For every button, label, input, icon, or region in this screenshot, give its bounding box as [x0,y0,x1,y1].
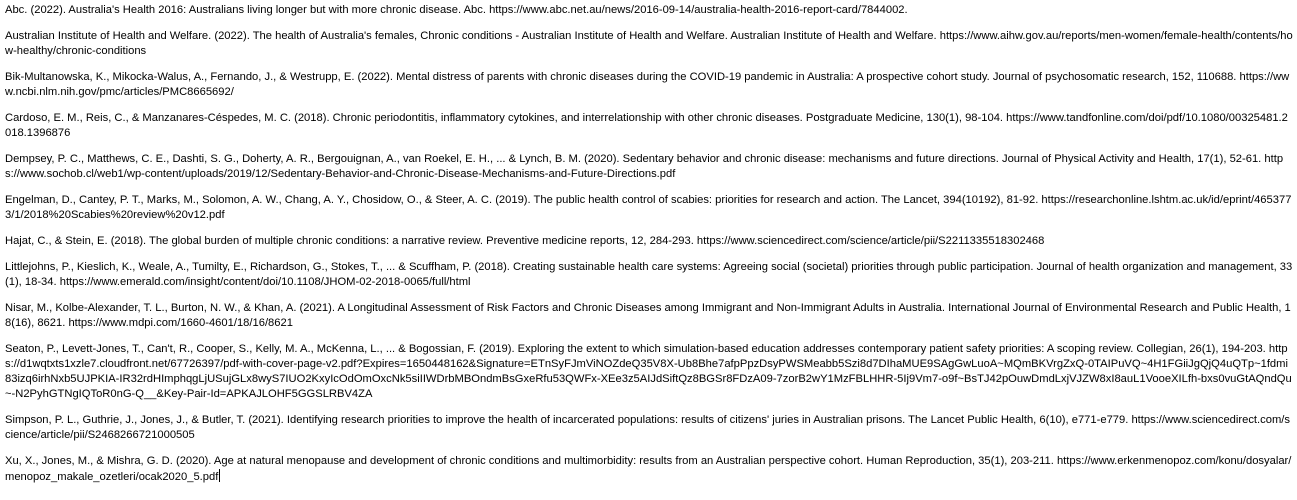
reference-entry: Littlejohns, P., Kieslich, K., Weale, A., Tumilty, E., Richardson, G., Stokes, T., ... & Scuffham, P. (2018). Creating sustainable health care systems: Agreeing social (societal) priorities through public participation. Journal of health organization and management, 33(1), 18-34. https://www.emerald.com/insight/content/doi/10.1108/JHOM-02-2018-0065/full/html [5,261,1293,288]
reference-entry: Australian Institute of Health and Welfare. (2022). The health of Australia's females, Chronic conditions - Australian Institute of Health and Welfare. Australian Institute of Health and Welfare. https://www.aihw.gov.au/reports/men-women/female-health/contents/how-healthy/chronic-conditions [5,30,1293,57]
reference-entry: Seaton, P., Levett-Jones, T., Can't, R., Cooper, S., Kelly, M. A., McKenna, L., ... & Bogossian, F. (2019). Exploring the extent to which simulation-based education addresses contemporary patient safety priorities: A scoping review. Collegian, 26(1), 194-203. https://d1wqtxts1xzle7.cloudfront.net/67726397/pdf-with-cover-page-v2.pdf?Expires=1650448162&Signature=ETnSyFJmViNOZdeQ35V8X-Ub8Bhe7afpPpzDsyPWSMeabb5Szi8d7DIhaMUE9SAgGwLuoA~MQmBKVrgZxQ-0TAIPuVQ~4H1FGiiJgQjQ4uQTp~1fdmi83izq6irhNxb5UJPKIA-IR32rdHImphqgLjUSujGLx8wyS7IUO2KxyIcOdOmOxcNk5siIIWDrbMBOndmBsGxeRfu53QWFx-XEe3z5AIJdSiftQz8BGSr8FDzA09-7zorB2wY1MzFBLHHR-5Ij9Vm7-o9f~BsTJ42pOuwDmdLxjVJZW8xI8auL1VooeXILfh-bxs0vuGtAQndQu~-N2PyhGTNgIQToR0nG-Q__&Key-Pair-Id=APKAJLOHF5GGSLRBV4ZA [5,343,1292,400]
reference-entry: Bik-Multanowska, K., Mikocka-Walus, A., Fernando, J., & Westrupp, E. (2022). Mental distress of parents with chronic diseases during the COVID-19 pandemic in Australia: A prospective cohort study. Journal of psychosomatic research, 152, 110688. https://www.ncbi.nlm.nih.gov/pmc/articles/PMC8665692/ [5,71,1290,98]
reference-entry: Engelman, D., Cantey, P. T., Marks, M., Solomon, A. W., Chang, A. Y., Chosidow, O., & Steer, A. C. (2019). The public health control of scabies: priorities for research and action. The Lancet, 394(10192), 81-92. https://researchonline.lshtm.ac.uk/id/eprint/4653773/1/2018%20Scabies%20review%20v12.pdf [5,194,1292,221]
reference-entry: Simpson, P. L., Guthrie, J., Jones, J., & Butler, T. (2021). Identifying research priorities to improve the health of incarcerated populations: results of citizens' juries in Australian prisons. The Lancet Public Health, 6(10), e771-e779. https://www.sciencedirect.com/science/article/pii/S2468266721000505 [5,414,1290,441]
reference-entry-last [5,454,1293,485]
reference-entry: Cardoso, E. M., Reis, C., & Manzanares-Céspedes, M. C. (2018). Chronic periodontitis, inflammatory cytokines, and interrelationship with other chronic diseases. Postgraduate Medicine, 130(1), 98-104. https://www.tandfonline.com/doi/pdf/10.1080/00325481.2018.1396876 [5,112,1288,139]
reference-entry: Nisar, M., Kolbe-Alexander, T. L., Burton, N. W., & Khan, A. (2021). A Longitudinal Assessment of Risk Factors and Chronic Diseases among Immigrant and Non-Immigrant Adults in Australia. International Journal of Environmental Research and Public Health, 18(16), 8621. https://www.mdpi.com/1660-4601/18/16/8621 [5,302,1291,329]
reference-entry-text: Xu, X., Jones, M., & Mishra, G. D. (2020). Age at natural menopause and development of chronic conditions and multimorbidity: results from an Australian perspective cohort. Human Reproduction, 35(1), 203-211. https://www.erkenmenopoz.com/konu/dosyalar/menopoz_makale_ozetleri/ocak2020_5.pdf [5,455,1292,483]
text-cursor [219,469,220,482]
reference-entry: Hajat, C., & Stein, E. (2018). The global burden of multiple chronic conditions: a narrative review. Preventive medicine reports, 12, 284-293. https://www.sciencedirect.com/science/article/pii/S2211335518302468 [5,235,1045,247]
reference-entry: Abc. (2022). Australia's Health 2016: Australians living longer but with more chronic disease. Abc. https://www.abc.net.au/news/2016-09-14/australia-health-2016-report-card/7844002. [5,4,908,16]
reference-entry: Dempsey, P. C., Matthews, C. E., Dashti, S. G., Doherty, A. R., Bergouignan, A., van Roekel, E. H., ... & Lynch, B. M. (2020). Sedentary behavior and chronic disease: mechanisms and future directions. Journal of Physical Activity and Health, 17(1), 52-61. https://www.sochob.cl/web1/wp-content/uploads/2019/12/Sedentary-Behavior-and-Chronic-Disease-Mechanisms-and-Future-Directions.pdf [5,153,1284,180]
